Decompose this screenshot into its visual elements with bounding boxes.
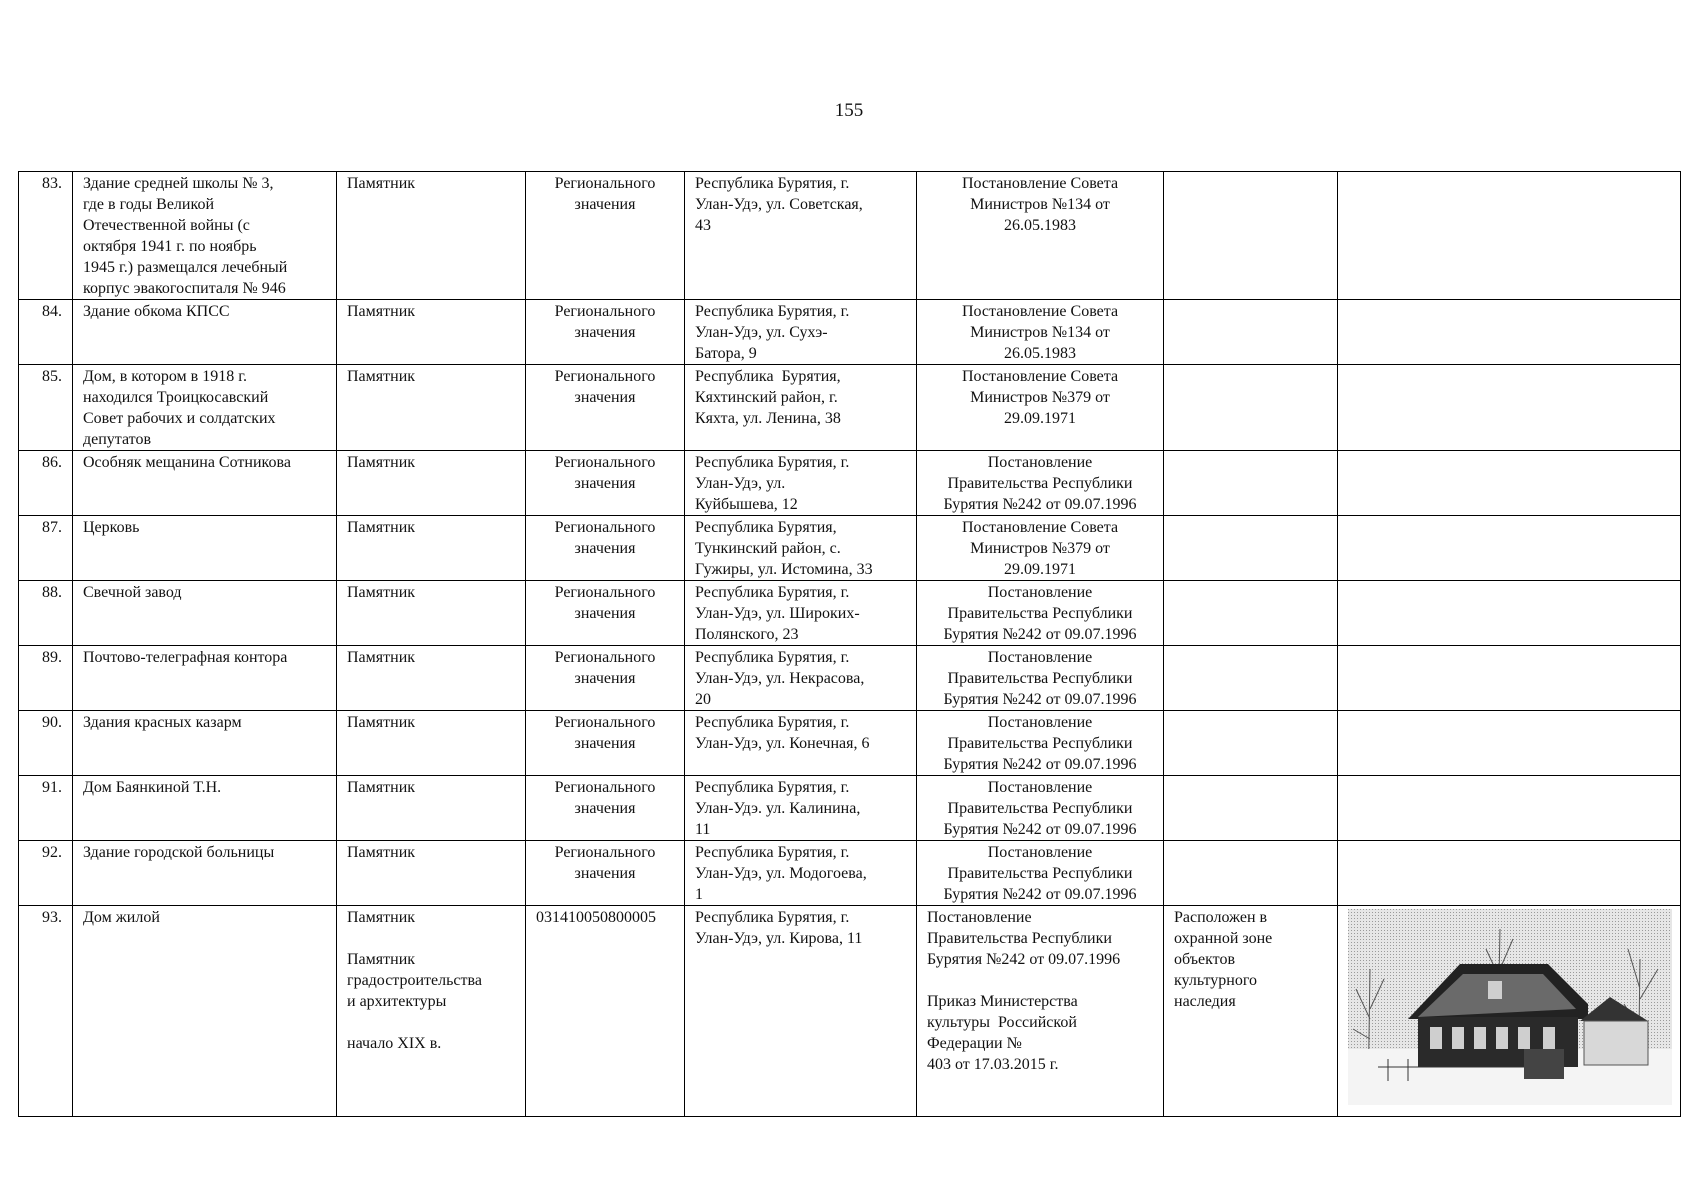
significance-line: значения bbox=[574, 324, 636, 341]
page-number: 155 bbox=[834, 100, 864, 121]
row-number: 85. bbox=[42, 368, 62, 385]
address-cell bbox=[685, 365, 917, 451]
object-name-line: где в годы Великой bbox=[83, 196, 214, 213]
object-category-cell bbox=[337, 451, 526, 516]
address-line: Улан-Удэ. ул. Калинина, bbox=[695, 800, 861, 817]
object-category-cell bbox=[337, 516, 526, 581]
legal-document-line: Постановление bbox=[987, 649, 1093, 666]
note-cell bbox=[1164, 172, 1338, 300]
legal-document-line: Министров №134 от bbox=[970, 324, 1110, 341]
object-name-cell bbox=[73, 776, 337, 841]
object-category-line: Памятник bbox=[347, 779, 416, 796]
object-name-line: Дом, в котором в 1918 г. bbox=[83, 368, 247, 385]
table-row bbox=[19, 841, 1681, 906]
significance-line: значения bbox=[574, 670, 636, 687]
legal-document-cell bbox=[917, 646, 1164, 711]
object-category-cell bbox=[337, 841, 526, 906]
address-line: Гужиры, ул. Истомина, 33 bbox=[695, 561, 873, 578]
legal-document-line: Правительства Республики bbox=[947, 865, 1133, 882]
photo-cell bbox=[1338, 581, 1681, 646]
legal-document-line: Министров №379 от bbox=[970, 389, 1110, 406]
object-name-cell bbox=[73, 841, 337, 906]
object-category-cell bbox=[337, 365, 526, 451]
address-line: Куйбышева, 12 bbox=[695, 496, 798, 513]
significance-line: Регионального bbox=[554, 454, 656, 471]
significance-cell bbox=[526, 841, 685, 906]
address-line: Республика Бурятия, г. bbox=[695, 584, 850, 601]
object-name-cell bbox=[73, 581, 337, 646]
row-number-cell bbox=[19, 451, 73, 516]
legal-document-cell bbox=[917, 516, 1164, 581]
significance-cell bbox=[526, 646, 685, 711]
address-line: Кяхтинский район, г. bbox=[695, 389, 838, 406]
legal-document-cell bbox=[917, 711, 1164, 776]
table-row bbox=[19, 581, 1681, 646]
row-number: 83. bbox=[42, 175, 62, 192]
row-number-cell bbox=[19, 365, 73, 451]
legal-document-line: Правительства Республики bbox=[947, 670, 1133, 687]
photo-cell bbox=[1338, 365, 1681, 451]
legal-document-line: Постановление Совета bbox=[961, 175, 1119, 192]
legal-document-line: 26.05.1983 bbox=[1004, 345, 1076, 362]
object-category-line: Памятник bbox=[347, 368, 416, 385]
legal-document-line: Постановление bbox=[987, 584, 1093, 601]
legal-document-line: Правительства Республики bbox=[947, 605, 1133, 622]
legal-document-line: Постановление bbox=[987, 454, 1093, 471]
address-cell bbox=[685, 581, 917, 646]
address-line: Улан-Удэ, ул. bbox=[695, 475, 786, 492]
address-line: Кяхта, ул. Ленина, 38 bbox=[695, 410, 841, 427]
legal-document-line: Правительства Республики bbox=[947, 475, 1133, 492]
legal-document-line bbox=[927, 970, 1153, 991]
legal-document-line: Правительства Республики bbox=[947, 800, 1133, 817]
object-name-line: октября 1941 г. по ноябрь bbox=[83, 238, 257, 255]
legal-document-line: Постановление Совета bbox=[961, 303, 1119, 320]
address-cell bbox=[685, 841, 917, 906]
row-number-cell bbox=[19, 711, 73, 776]
legal-document-line: Приказ Министерства bbox=[927, 993, 1078, 1010]
legal-document-line: Министров №379 от bbox=[970, 540, 1110, 557]
legal-document-line: Бурятия №242 от 09.07.1996 bbox=[927, 951, 1121, 968]
legal-document-cell bbox=[917, 365, 1164, 451]
object-category-cell bbox=[337, 711, 526, 776]
object-name-line: Почтово-телеграфная контора bbox=[83, 649, 288, 666]
photo-cell bbox=[1338, 516, 1681, 581]
row-number: 90. bbox=[42, 714, 62, 731]
object-name-line: корпус эвакогоспиталя № 946 bbox=[83, 280, 286, 297]
note-cell bbox=[1164, 451, 1338, 516]
object-name-line: Церковь bbox=[83, 519, 140, 536]
object-name-line: Здания красных казарм bbox=[83, 714, 242, 731]
photo-cell bbox=[1338, 646, 1681, 711]
object-category-line: Памятник bbox=[347, 714, 416, 731]
legal-document-line: 403 от 17.03.2015 г. bbox=[927, 1056, 1059, 1073]
significance-line: Регионального bbox=[554, 175, 656, 192]
object-name-cell bbox=[73, 172, 337, 300]
legal-document-cell bbox=[917, 451, 1164, 516]
table-row bbox=[19, 172, 1681, 300]
object-name-cell bbox=[73, 300, 337, 365]
photo-cell bbox=[1338, 172, 1681, 300]
legal-document-line: Министров №134 от bbox=[970, 196, 1110, 213]
note-line: Расположен в bbox=[1174, 909, 1268, 926]
object-name-cell bbox=[73, 906, 337, 1117]
object-category-line bbox=[347, 928, 515, 949]
note-line: культурного bbox=[1174, 972, 1258, 989]
significance-line: значения bbox=[574, 196, 636, 213]
significance-line: Регионального bbox=[554, 584, 656, 601]
object-category-line: Памятник bbox=[347, 649, 416, 666]
significance-line: 031410050800005 bbox=[536, 909, 656, 926]
address-cell bbox=[685, 516, 917, 581]
note-cell bbox=[1164, 516, 1338, 581]
row-number: 93. bbox=[42, 909, 62, 926]
row-number-cell bbox=[19, 172, 73, 300]
legal-document-cell bbox=[917, 581, 1164, 646]
object-category-line: Памятник bbox=[347, 909, 416, 926]
object-name-line: Здание обкома КПСС bbox=[83, 303, 230, 320]
significance-line: Регионального bbox=[554, 844, 656, 861]
note-cell bbox=[1164, 906, 1338, 1117]
legal-document-line: Бурятия №242 от 09.07.1996 bbox=[943, 756, 1137, 773]
legal-document-line: культуры Российской bbox=[927, 1014, 1077, 1031]
address-line: 20 bbox=[695, 691, 711, 708]
legal-document-line: Постановление bbox=[927, 909, 1032, 926]
object-category-line: Памятник bbox=[347, 303, 416, 320]
object-name-line: Здание городской больницы bbox=[83, 844, 275, 861]
significance-line: Регионального bbox=[554, 519, 656, 536]
object-category-line: Памятник bbox=[347, 951, 416, 968]
object-category-line: градостроительства bbox=[347, 972, 482, 989]
object-name-line: 1945 г.) размещался лечебный bbox=[83, 259, 288, 276]
row-number: 86. bbox=[42, 454, 62, 471]
house-photo bbox=[1348, 909, 1672, 1105]
address-line: 11 bbox=[695, 821, 711, 838]
object-category-line: Памятник bbox=[347, 844, 416, 861]
table-row bbox=[19, 776, 1681, 841]
address-line: Улан-Удэ, ул. Некрасова, bbox=[695, 670, 865, 687]
legal-document-line: 29.09.1971 bbox=[1004, 561, 1076, 578]
legal-document-cell bbox=[917, 841, 1164, 906]
object-category-cell bbox=[337, 172, 526, 300]
row-number: 89. bbox=[42, 649, 62, 666]
address-line: Республика Бурятия, г. bbox=[695, 303, 850, 320]
address-line: Республика Бурятия, г. bbox=[695, 779, 850, 796]
legal-document-line: Постановление bbox=[987, 714, 1093, 731]
object-category-line: Памятник bbox=[347, 584, 416, 601]
table-body bbox=[19, 172, 1681, 1117]
note-line: объектов bbox=[1174, 951, 1236, 968]
row-number-cell bbox=[19, 581, 73, 646]
photo-cell bbox=[1338, 841, 1681, 906]
legal-document-line: Правительства Республики bbox=[927, 930, 1112, 947]
address-line: Республика Бурятия, bbox=[695, 368, 841, 385]
significance-cell bbox=[526, 906, 685, 1117]
significance-cell bbox=[526, 451, 685, 516]
address-line: Улан-Удэ, ул. Кирова, 11 bbox=[695, 930, 863, 947]
address-cell bbox=[685, 172, 917, 300]
table-row bbox=[19, 300, 1681, 365]
heritage-registry-table bbox=[18, 171, 1681, 1117]
object-category-cell bbox=[337, 776, 526, 841]
row-number: 87. bbox=[42, 519, 62, 536]
object-name-line: Дом Баянкиной Т.Н. bbox=[83, 779, 222, 796]
significance-line: значения bbox=[574, 475, 636, 492]
significance-line: значения bbox=[574, 540, 636, 557]
address-line: Республика Бурятия, г. bbox=[695, 844, 850, 861]
object-name-line: Особняк мещанина Сотникова bbox=[83, 454, 291, 471]
address-line: Улан-Удэ, ул. Широких- bbox=[695, 605, 860, 622]
address-line: Полянского, 23 bbox=[695, 626, 799, 643]
table-row bbox=[19, 451, 1681, 516]
row-number: 88. bbox=[42, 584, 62, 601]
significance-line: значения bbox=[574, 800, 636, 817]
address-line: Улан-Удэ, ул. Сухэ- bbox=[695, 324, 828, 341]
object-category-line bbox=[347, 1012, 515, 1033]
significance-line: значения bbox=[574, 865, 636, 882]
legal-document-line: Постановление bbox=[987, 844, 1093, 861]
address-line: Улан-Удэ, ул. Советская, bbox=[695, 196, 863, 213]
legal-document-cell bbox=[917, 776, 1164, 841]
address-line: Республика Бурятия, г. bbox=[695, 649, 850, 666]
row-number-cell bbox=[19, 300, 73, 365]
significance-line: Регионального bbox=[554, 303, 656, 320]
table-row bbox=[19, 711, 1681, 776]
legal-document-line: Бурятия №242 от 09.07.1996 bbox=[943, 691, 1137, 708]
significance-cell bbox=[526, 711, 685, 776]
object-name-line: Дом жилой bbox=[83, 909, 160, 926]
row-number-cell bbox=[19, 776, 73, 841]
object-name-cell bbox=[73, 516, 337, 581]
photo-cell bbox=[1338, 776, 1681, 841]
significance-cell bbox=[526, 172, 685, 300]
significance-cell bbox=[526, 581, 685, 646]
note-cell bbox=[1164, 646, 1338, 711]
note-line: охранной зоне bbox=[1174, 930, 1273, 947]
row-number: 91. bbox=[42, 779, 62, 796]
note-cell bbox=[1164, 711, 1338, 776]
object-name-line: Здание средней школы № 3, bbox=[83, 175, 274, 192]
object-category-cell bbox=[337, 906, 526, 1117]
address-cell bbox=[685, 300, 917, 365]
significance-line: Регионального bbox=[554, 714, 656, 731]
object-name-line: Отечественной войны (с bbox=[83, 217, 250, 234]
note-cell bbox=[1164, 365, 1338, 451]
legal-document-line: 26.05.1983 bbox=[1004, 217, 1076, 234]
note-cell bbox=[1164, 300, 1338, 365]
object-category-cell bbox=[337, 581, 526, 646]
legal-document-line: Правительства Республики bbox=[947, 735, 1133, 752]
legal-document-line: Бурятия №242 от 09.07.1996 bbox=[943, 626, 1137, 643]
address-line: Республика Бурятия, г. bbox=[695, 714, 850, 731]
note-cell bbox=[1164, 776, 1338, 841]
significance-cell bbox=[526, 776, 685, 841]
note-cell bbox=[1164, 581, 1338, 646]
table-row bbox=[19, 906, 1681, 1117]
significance-cell bbox=[526, 300, 685, 365]
object-category-line: Памятник bbox=[347, 454, 416, 471]
address-line: Батора, 9 bbox=[695, 345, 757, 362]
photo-cell bbox=[1338, 451, 1681, 516]
address-line: Улан-Удэ, ул. Модогоева, bbox=[695, 865, 867, 882]
note-cell bbox=[1164, 841, 1338, 906]
legal-document-line: Постановление Совета bbox=[961, 368, 1119, 385]
object-name-line: Свечной завод bbox=[83, 584, 182, 601]
row-number: 84. bbox=[42, 303, 62, 320]
row-number-cell bbox=[19, 516, 73, 581]
address-line: Республика Бурятия, г. bbox=[695, 454, 850, 471]
object-category-cell bbox=[337, 646, 526, 711]
legal-document-line: 29.09.1971 bbox=[1004, 410, 1076, 427]
legal-document-line: Бурятия №242 от 09.07.1996 bbox=[943, 886, 1137, 903]
significance-line: Регионального bbox=[554, 779, 656, 796]
legal-document-cell bbox=[917, 300, 1164, 365]
significance-cell bbox=[526, 516, 685, 581]
object-name-cell bbox=[73, 711, 337, 776]
address-cell bbox=[685, 906, 917, 1117]
significance-cell bbox=[526, 365, 685, 451]
table-row bbox=[19, 365, 1681, 451]
object-category-line: Памятник bbox=[347, 519, 416, 536]
legal-document-line: Бурятия №242 от 09.07.1996 bbox=[943, 821, 1137, 838]
object-category-cell bbox=[337, 300, 526, 365]
legal-document-line: Постановление Совета bbox=[961, 519, 1119, 536]
object-name-line: Совет рабочих и солдатских bbox=[83, 410, 276, 427]
object-category-line: Памятник bbox=[347, 175, 416, 192]
photo-cell bbox=[1338, 300, 1681, 365]
legal-document-cell bbox=[917, 172, 1164, 300]
significance-line: значения bbox=[574, 389, 636, 406]
significance-line: значения bbox=[574, 735, 636, 752]
table-row bbox=[19, 646, 1681, 711]
address-cell bbox=[685, 646, 917, 711]
address-cell bbox=[685, 776, 917, 841]
significance-line: значения bbox=[574, 605, 636, 622]
table-row bbox=[19, 516, 1681, 581]
object-category-line: начало XIX в. bbox=[347, 1035, 442, 1052]
address-line: Улан-Удэ, ул. Конечная, 6 bbox=[695, 735, 870, 752]
object-name-line: находился Троицкосавский bbox=[83, 389, 269, 406]
legal-document-line: Постановление bbox=[987, 779, 1093, 796]
address-line: Тункинский район, с. bbox=[695, 540, 841, 557]
row-number-cell bbox=[19, 646, 73, 711]
address-line: 43 bbox=[695, 217, 711, 234]
address-cell bbox=[685, 451, 917, 516]
address-line: Республика Бурятия, bbox=[695, 519, 837, 536]
photo-cell bbox=[1338, 906, 1681, 1117]
address-cell bbox=[685, 711, 917, 776]
object-name-cell bbox=[73, 365, 337, 451]
object-category-line: и архитектуры bbox=[347, 993, 447, 1010]
address-line: 1 bbox=[695, 886, 703, 903]
object-name-cell bbox=[73, 451, 337, 516]
row-number: 92. bbox=[42, 844, 62, 861]
object-name-cell bbox=[73, 646, 337, 711]
legal-document-line: Бурятия №242 от 09.07.1996 bbox=[943, 496, 1137, 513]
address-line: Республика Бурятия, г. bbox=[695, 909, 850, 926]
object-name-line: депутатов bbox=[83, 431, 152, 448]
address-line: Республика Бурятия, г. bbox=[695, 175, 850, 192]
row-number-cell bbox=[19, 841, 73, 906]
row-number-cell bbox=[19, 906, 73, 1117]
significance-line: Регионального bbox=[554, 368, 656, 385]
note-line: наследия bbox=[1174, 993, 1236, 1010]
significance-line: Регионального bbox=[554, 649, 656, 666]
photo-cell bbox=[1338, 711, 1681, 776]
legal-document-line: Федерации № bbox=[927, 1035, 1022, 1052]
legal-document-cell bbox=[917, 906, 1164, 1117]
